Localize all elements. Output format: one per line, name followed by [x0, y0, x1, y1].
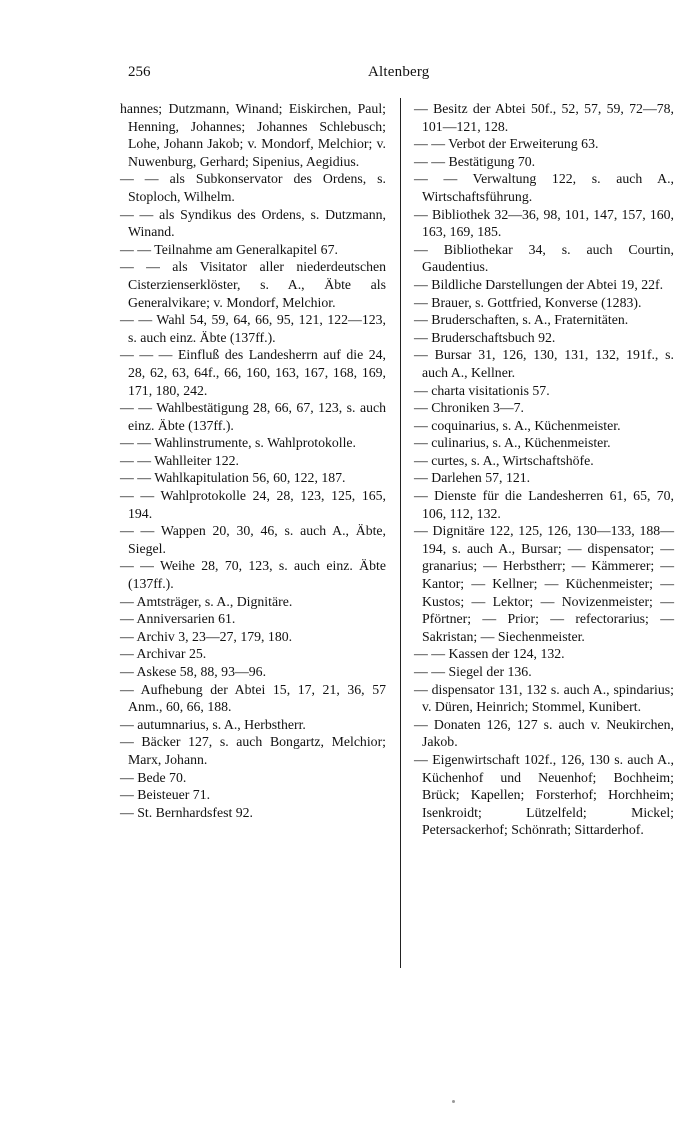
- index-entry: — St. Bernhardsfest 92.: [120, 804, 253, 820]
- index-entry: — — Wahlbestätigung 28, 66, 67, 123, s. auch einz. Äbte (137ff.).: [120, 400, 386, 433]
- index-entry: — Bruderschaften, s. A., Fraternitäten.: [414, 312, 629, 328]
- index-entry: — — Bestätigung 70.: [414, 153, 536, 169]
- index-entry: — culinarius, s. A., Küchenmeister.: [414, 435, 611, 451]
- index-entry: — — Wahlprotokolle 24, 28, 123, 125, 165, 194.: [120, 488, 386, 521]
- index-entry: — Dienste für die Landesherren 61, 65, 70, 106, 112, 132.: [414, 488, 674, 521]
- index-entry: — Darlehen 57, 121.: [414, 470, 531, 486]
- column-divider: [400, 98, 401, 968]
- index-entry: — — Teilnahme am Generalkapitel 67.: [120, 241, 338, 257]
- print-speck: [452, 1100, 455, 1103]
- index-entry: — Archivar 25.: [120, 646, 207, 662]
- index-entry: — — Wahlleiter 122.: [120, 452, 239, 468]
- index-entry: — Bibliothek 32—36, 98, 101, 147, 157, 160, 163, 169, 185.: [414, 206, 674, 240]
- index-entry: — charta visitationis 57.: [414, 382, 550, 398]
- index-entry: — Beisteuer 71.: [120, 787, 211, 803]
- index-entry: — — Wahl 54, 59, 64, 66, 95, 121, 122—123, s. auch einz. Äbte (137ff.).: [120, 312, 386, 345]
- index-entry: — — Siegel der 136.: [414, 664, 532, 679]
- index-entry: — — Kassen der 124, 132.: [414, 646, 565, 662]
- index-entry: — — — Einfluß des Landesherrn auf die 24, 28, 62, 63, 64f., 66, 160, 163, 167, 168, 169, 171, 180, 242.: [120, 347, 386, 398]
- index-entry: — — Verbot der Erweiterung 63.: [414, 136, 599, 152]
- index-entry: — — Weihe 28, 70, 123, s. auch einz. Äbte (137ff.).: [120, 558, 386, 592]
- index-entry: — — als Syndikus des Ordens, s. Dutzmann, Winand.: [120, 206, 386, 240]
- index-entry: — — Wahlinstrumente, s. Wahlprotokolle.: [120, 435, 357, 451]
- index-entry: — autumnarius, s. A., Herbstherr.: [120, 716, 306, 732]
- index-entry: — Bibliothekar 34, s. auch Courtin, Gaudentius.: [414, 241, 674, 275]
- index-entry: — Bursar 31, 126, 130, 131, 132, 191f., s. auch A., Kellner.: [414, 347, 674, 380]
- index-entry: — — als Visitator aller niederdeutschen Cisterzienserklöster, s. A., Äbte als Generalvikare; v. Mondorf, Melchior.: [120, 259, 386, 310]
- index-entry: — — Wahlkapitulation 56, 60, 122, 187.: [120, 470, 346, 486]
- index-column-right: [414, 100, 674, 839]
- index-entry: — Aufhebung der Abtei 15, 17, 21, 36, 57 Anm., 60, 66, 188.: [120, 681, 386, 715]
- index-entry: — Anniversarien 61.: [120, 611, 236, 627]
- index-entry: — Bede 70.: [120, 769, 187, 785]
- index-column-left: [120, 100, 386, 821]
- index-entry: — coquinarius, s. A., Küchenmeister.: [414, 417, 621, 433]
- index-entry: — Dignitäre 122, 125, 126, 130—133, 188—194, s. auch A., Bursar; — dispensator; — granarius; — Herbstherr; — Kämmerer; — Kantor; — Kellner; — Küchenmeister; — Kustos; — Lektor; — Novizenmeister; — Pförtner; — Prior; — refectorarius; — Sakristan; — Siechenmeister.: [414, 523, 674, 644]
- index-entry: — Archiv 3, 23—27, 179, 180.: [120, 628, 293, 644]
- page-number: 256: [128, 64, 151, 80]
- index-entry: — Besitz der Abtei 50f., 52, 57, 59, 72—78, 101—121, 128.: [414, 101, 674, 134]
- running-head: Altenberg: [368, 64, 430, 80]
- index-entry: — — Verwaltung 122, s. auch A., Wirtschaftsführung.: [414, 171, 674, 204]
- index-entry: — Bäcker 127, s. auch Bongartz, Melchior; Marx, Johann.: [120, 734, 386, 767]
- index-entry: — curtes, s. A., Wirtschaftshöfe.: [414, 452, 594, 468]
- index-entry: — Amtsträger, s. A., Dignitäre.: [120, 593, 293, 609]
- index-entry: — Askese 58, 88, 93—96.: [120, 664, 267, 679]
- index-entry: — — als Subkonservator des Ordens, s. Stoploch, Wilhelm.: [120, 171, 386, 204]
- index-entry: — dispensator 131, 132 s. auch A., spindarius; v. Düren, Heinrich; Stommel, Kunibert.: [414, 681, 674, 715]
- index-entry: — Donaten 126, 127 s. auch v. Neukirchen, Jakob.: [414, 716, 674, 750]
- index-entry: — Bruderschaftsbuch 92.: [414, 329, 556, 345]
- index-entry: — Chroniken 3—7.: [414, 400, 524, 416]
- index-entry: — — Wappen 20, 30, 46, s. auch A., Äbte, Siegel.: [120, 523, 386, 556]
- index-entry: — Bildliche Darstellungen der Abtei 19, 22f.: [414, 276, 664, 292]
- index-entry: — Eigenwirtschaft 102f., 126, 130 s. auch A., Küchenhof und Neuenhof; Bochheim; Brück; Kapellen; Forsterhof; Horchheim; Isenkroidt; Lützelfeld; Mickel; Petersackerhof; Schönrath; Sittarderhof.: [414, 751, 674, 838]
- index-entry: — Brauer, s. Gottfried, Konverse (1283).: [414, 294, 642, 310]
- index-entry: hannes; Dutzmann, Winand; Eiskirchen, Paul; Henning, Johannes; Johannes Schlebusch; Lohe, Johann Jakob; v. Mondorf, Melchior; v. Nuwenburg, Gerhard; Sipenius, Aegidius.: [120, 101, 386, 169]
